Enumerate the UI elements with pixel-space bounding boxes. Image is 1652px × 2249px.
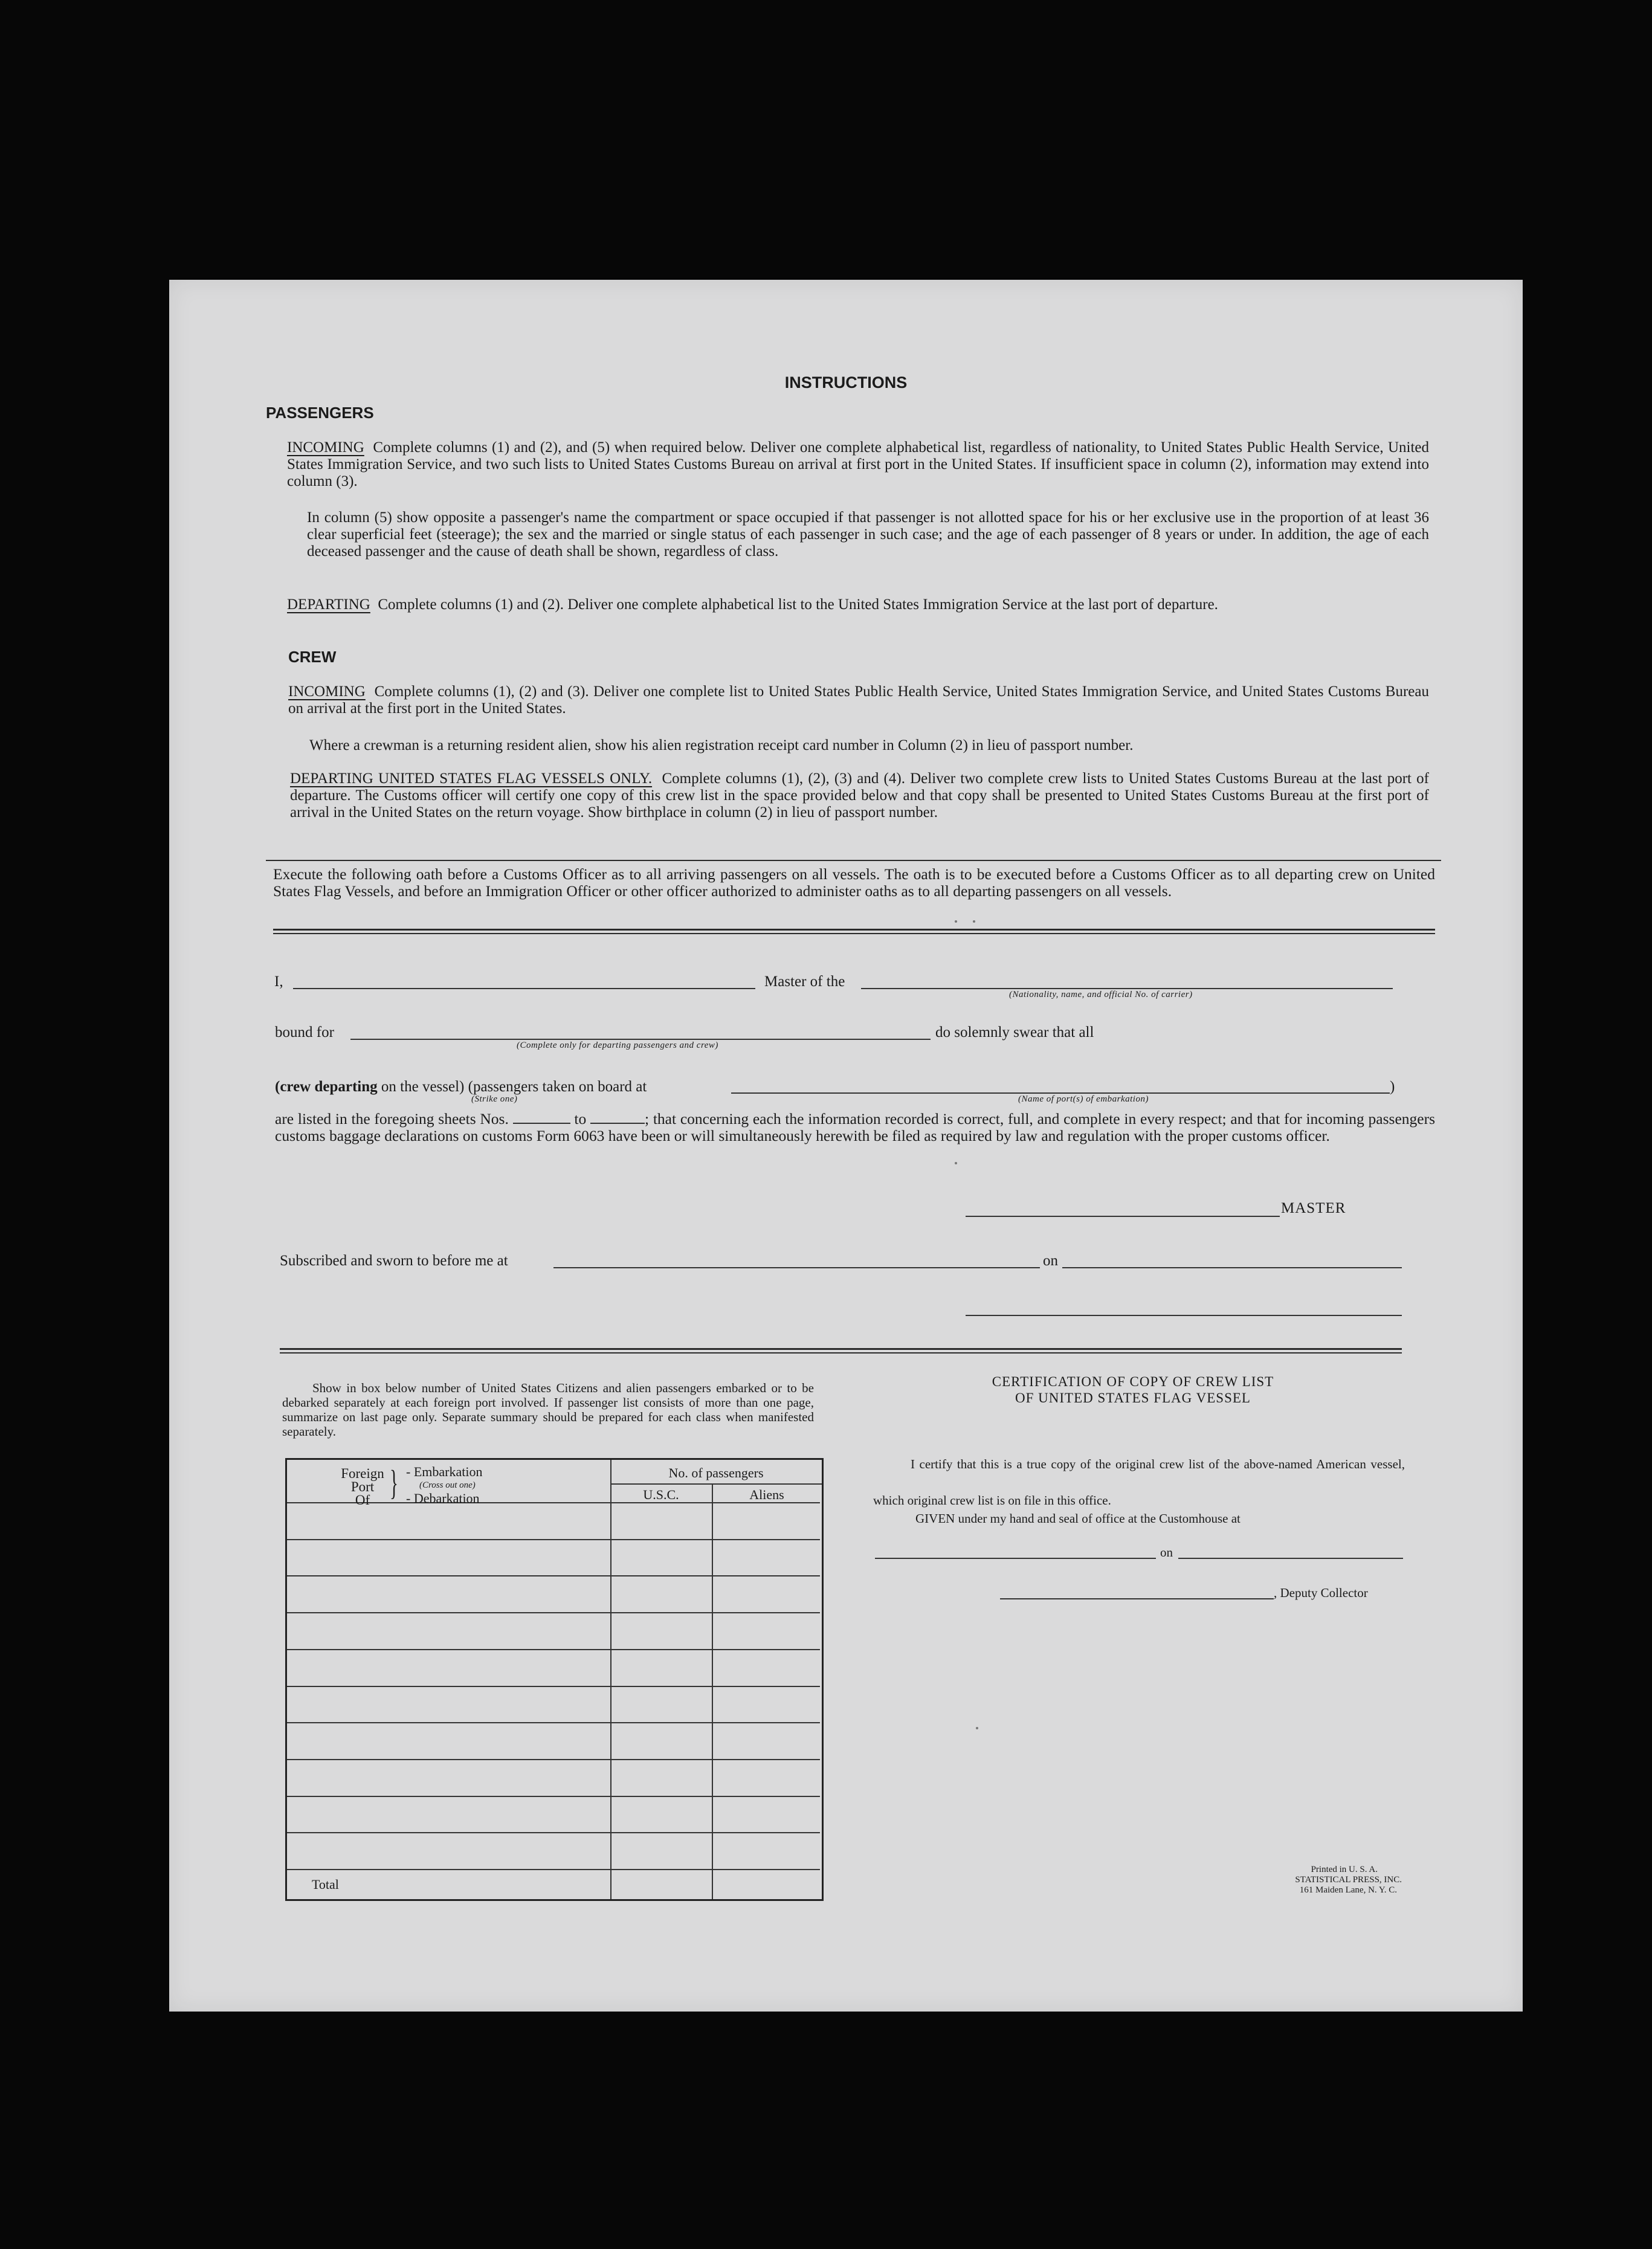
- summary-row-line: [287, 1832, 820, 1833]
- close-paren: ): [1390, 1079, 1395, 1095]
- embarkation-ports-field[interactable]: [731, 1092, 1390, 1094]
- summary-instructions: Show in box below number of United States Citizens and alien passengers embarked or to be debarked separately at each foreign port involved. If passenger list consists of more than one page, summarize on last page only. Separate summary should be prepared for each class when manifested separately.: [282, 1381, 814, 1439]
- printer-imprint: [1224, 1865, 1402, 1896]
- section-rule-2: [280, 1352, 1402, 1354]
- oath-i-label: I,: [274, 973, 283, 990]
- usc-header: U.S.C.: [643, 1487, 679, 1502]
- foreign-port-of-label: Foreign Port Of: [341, 1466, 384, 1508]
- flag-vessels-text: Complete columns (1), (2), (3) and (4). Deliver two complete crew lists to United States Customs Bureau at the last port of departure. The Customs officer will certify one copy of this crew list in the space provided below and that copy shall be presented to United States Customs Bureau at the first port of arrival in the United States on the return voyage. Show birthplace in column (2) in lieu of passport number.: [290, 770, 1429, 821]
- crew-passengers-line: [275, 1079, 647, 1095]
- listed-to: to: [574, 1110, 587, 1128]
- customhouse-field[interactable]: [875, 1558, 1156, 1559]
- summary-table: [285, 1458, 824, 1901]
- given-statement: GIVEN under my hand and seal of office at the Customhouse at: [915, 1511, 1241, 1526]
- certification-statement: I certify that this is a true copy of the original crew list of the above-named American vessel, which original crew list is on file in this office.: [873, 1457, 1405, 1508]
- incoming-text: Complete columns (1) and (2), and (5) when required below. Deliver one complete alphabetical list, regardless of nationality, to United States Public Health Service, United States Immigration Service, and two such lists to United States Customs Bureau on arrival at first port in the United States. If insufficient space in column (2), information may extend into column (3).: [287, 439, 1429, 489]
- summary-row-line: [287, 1575, 820, 1576]
- cross-out-one-caption: (Cross out one): [419, 1480, 476, 1490]
- aliens-header: Aliens: [749, 1487, 784, 1502]
- section-rule-1: [280, 1348, 1402, 1350]
- cert-date-field[interactable]: [1178, 1558, 1403, 1559]
- passengers-taken-label: (passengers taken on board at: [468, 1079, 647, 1095]
- crew-incoming-text: Complete columns (1), (2) and (3). Deliver one complete list to United States Public Health Service, United States Immigration Service, and United States Customs Bureau on arrival at the first port in the United States.: [288, 683, 1429, 717]
- master-signature-field[interactable]: [966, 1216, 1280, 1217]
- master-label: MASTER: [1281, 1200, 1346, 1216]
- scan-speck: [955, 1162, 957, 1164]
- subscribed-label: Subscribed and sworn to before me at: [280, 1253, 508, 1269]
- printer-line3: 161 Maiden Lane, N. Y. C.: [1299, 1885, 1397, 1895]
- passengers-incoming-paragraph: [287, 439, 1429, 490]
- summary-row-line: [287, 1686, 820, 1687]
- printer-line1: Printed in U. S. A.: [1311, 1865, 1378, 1874]
- crew-incoming-paragraph: [288, 683, 1429, 717]
- printer-line2: STATISTICAL PRESS, INC.: [1295, 1875, 1402, 1885]
- swear-label: do solemnly swear that all: [935, 1024, 1094, 1041]
- passengers-departing-paragraph: [287, 596, 1429, 613]
- master-of-the-label: Master of the: [764, 973, 845, 990]
- total-label: Total: [312, 1877, 339, 1892]
- scan-speck: [973, 920, 975, 923]
- crew-heading: CREW: [288, 648, 337, 666]
- carrier-caption: (Nationality, name, and official No. of carrier): [1009, 990, 1193, 999]
- bound-for-label: bound for: [275, 1024, 334, 1041]
- oath-intro: Execute the following oath before a Customs Officer as to all arriving passengers on all vessels. The oath is to be executed before a Customs Officer as to all departing crew on United States Flag Vessels, and before an Immigration Officer or other officer authorized to administer oaths as to all departing passengers on all vessels.: [273, 865, 1435, 900]
- form-page: [169, 280, 1523, 2012]
- summary-row-line: [287, 1722, 820, 1723]
- ports-caption: (Name of port(s) of embarkation): [1018, 1094, 1149, 1104]
- summary-row-line: [287, 1796, 820, 1797]
- instructions-title: INSTRUCTIONS: [784, 373, 908, 392]
- cert-on-label: on: [1160, 1545, 1173, 1560]
- departing-label: DEPARTING: [287, 596, 370, 613]
- sworn-on-label: on: [1043, 1253, 1058, 1269]
- crew-incoming-label: INCOMING: [288, 683, 366, 700]
- embark-debark-options: [406, 1465, 482, 1505]
- deputy-collector-label: , Deputy Collector: [1274, 1586, 1368, 1600]
- column5-paragraph: In column (5) show opposite a passenger's name the compartment or space occupied if that passenger is not allotted space for his or her exclusive use in the proportion of at least 36 clear superficial feet (steerage); the sex and the married or single status of each passenger in such case; and the age of each passenger of 8 years or under. In addition, the age of each deceased passenger and the cause of death shall be shown, regardless of class.: [307, 509, 1429, 560]
- summary-row-line: [287, 1759, 820, 1760]
- separator-top: [266, 860, 1441, 861]
- no-of-passengers-header: No. of passengers: [668, 1465, 764, 1480]
- officer-signature-field[interactable]: [966, 1315, 1402, 1316]
- bound-for-field[interactable]: [350, 1039, 931, 1040]
- listed-paragraph: [275, 1111, 1435, 1144]
- incoming-label: INCOMING: [287, 439, 364, 456]
- certification-title-line2: OF UNITED STATES FLAG VESSEL: [1015, 1390, 1251, 1405]
- embarkation-option[interactable]: - Embarkation: [406, 1464, 483, 1479]
- crew-departing-rest: on the vessel): [381, 1079, 465, 1095]
- summary-row-line: [287, 1869, 820, 1870]
- flag-vessels-paragraph: [290, 770, 1429, 821]
- crewman-paragraph: Where a crewman is a returning resident alien, show his alien registration receipt card number in Column (2) in lieu of passport number.: [309, 737, 1134, 753]
- sheets-from-field[interactable]: [513, 1123, 570, 1124]
- brace-symbol: }: [390, 1463, 398, 1502]
- certification-title-line1: CERTIFICATION OF COPY OF CREW LIST: [992, 1374, 1274, 1389]
- sworn-date-field[interactable]: [1062, 1267, 1402, 1268]
- summary-row-line: [287, 1612, 820, 1613]
- summary-row-line: [287, 1539, 820, 1540]
- listed-text-b: ; that concerning each the information recorded is correct, full, and complete in every respect; and that for incoming passengers customs baggage declarations on customs Form 6063 have been or will simultaneously herewith be filed as required by law and regulation with the proper customs officer.: [275, 1110, 1436, 1144]
- certification-title: [937, 1373, 1329, 1406]
- scan-speck: [976, 1727, 978, 1729]
- sheets-to-field[interactable]: [590, 1123, 645, 1124]
- master-name-field[interactable]: [293, 988, 755, 989]
- strike-one-caption: (Strike one): [471, 1094, 518, 1104]
- crew-departing-label: (crew departing: [275, 1079, 378, 1095]
- oath-rule-1: [273, 929, 1435, 931]
- carrier-field[interactable]: [861, 988, 1393, 989]
- scan-speck: [955, 920, 957, 923]
- deputy-signature-field[interactable]: [1000, 1598, 1274, 1599]
- passengers-heading: PASSENGERS: [266, 404, 374, 422]
- flag-vessels-label: DEPARTING UNITED STATES FLAG VESSELS ONLY.: [290, 770, 653, 787]
- departing-text: Complete columns (1) and (2). Deliver one complete alphabetical list to the United States Immigration Service at the last port of departure.: [378, 596, 1218, 613]
- sworn-place-field[interactable]: [553, 1267, 1040, 1268]
- bound-for-caption: (Complete only for departing passengers and crew): [517, 1041, 718, 1050]
- listed-text-a: are listed in the foregoing sheets Nos.: [275, 1110, 509, 1128]
- summary-row-line: [287, 1649, 820, 1650]
- oath-rule-2: [273, 933, 1435, 934]
- debarkation-option[interactable]: - Debarkation: [406, 1491, 480, 1506]
